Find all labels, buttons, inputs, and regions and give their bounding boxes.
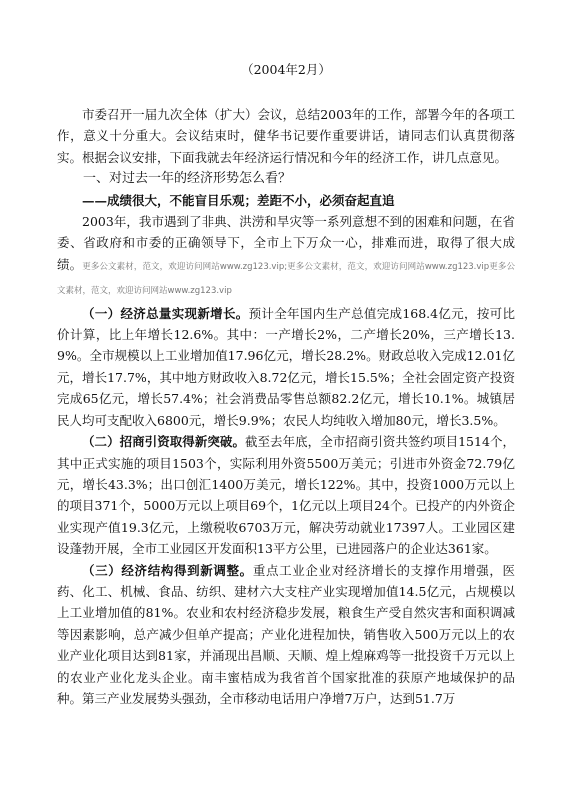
item-structure: [57, 560, 515, 710]
item-investment-lead: （二）招商引资取得新突破。: [82, 434, 245, 450]
document-page: [57, 60, 515, 709]
section-subheading: ——成绩很大，不能盲目乐观；差距不小，必须奋起直追: [82, 192, 395, 208]
document-date: （2004年2月）: [241, 62, 331, 77]
item-economy-growth-body: 预计全年国内生产总值完成168.4亿元，按可比价计算，比上年增长12.6%。其中：一产增长2%，二产增长20%，三产增长13.9%。全市规模以上工业增加值17.96亿元，增长28.2%。财政总收入完成12.01亿元，增长17.7%，其中地方财政收入8.72亿元，增长15.5%；全社会固定资产投资完成65亿元，增长57.4%；社会消费品零售总额82.2亿元，增长10.1%。城镇居民人均可支配收入6800元，增长9.9%；农民人均纯收入增加80元，增长3.5%。: [57, 305, 515, 428]
item-investment-body: 截至去年底，全市招商引资共签约项目1514个，其中正式实施的项目1503个，实际利用外资5500万美元；引进市外资金72.79亿元，增长43.3%；出口创汇1400万美元，增长122%。其中，投资1000万元以上的项目371个，5000万元以上项目69个，1亿元以上项目24个。已投产的内外资企业实现产值19.3亿元，上缴税收6703万元，解决劳动就业17397人。工业园区建设蓬勃开展，全市工业园区开发面积13平方公里，已进园落户的企业达361家。: [57, 434, 515, 557]
item-structure-lead: （三）经济结构得到新调整。: [82, 562, 253, 578]
intro-paragraph: 市委召开一届九次全体（扩大）会议，总结2003年的工作，部署今年的各项工作，意义十分重大。会议结束时，健华书记要作重要讲话，请同志们认真贯彻落实。根据会议安排，下面我就去年经济运行情况和今年的经济工作，讲几点意见。: [57, 107, 515, 165]
paragraph-2003: [57, 211, 515, 303]
item-economy-growth-lead: （一）经济总量实现新增长。: [82, 305, 249, 321]
item-economy-growth: [57, 303, 515, 431]
section-heading: 一、对过去一年的经济形势怎么看？: [83, 171, 292, 187]
item-investment: [57, 431, 515, 559]
item-structure-body: 重点工业企业对经济增长的支撑作用增强，医药、化工、机械、食品、纺织、建材六大支柱产业实现增加值14.5亿元，占规模以上工业增加值的81%。农业和农村经济稳步发展，粮食生产受自然灾害和面积调减等因素影响，总产减少但单产提高；产业化进程加快，销售收入500万元以上的农业产业化项目达到81家，并涌现出昌顺、天顺、煌上煌麻鸡等一批投资千万元以上的农业产业化龙头企业。南丰蜜桔成为我省首个国家批准的获原产地域保护的品种。第三产业发展势头强劲，全市移动电话用户净增7万户，达到51.7万: [57, 562, 515, 706]
watermark-text: 更多公文素材，范文，欢迎访问网站www.zg123.vip;更多公文素材，范文，欢迎访问网站www.zg123.vip更多公文素材，范文，欢迎访问网站www.zg123.vip: [57, 261, 515, 297]
paragraph-2003-text: 2003年，我市遇到了非典、洪涝和旱灾等一系列意想不到的困难和问题，在省委、省政府和市委的正确领导下，全市上下万众一心，排难而进，取得了很大成绩。: [57, 214, 515, 272]
